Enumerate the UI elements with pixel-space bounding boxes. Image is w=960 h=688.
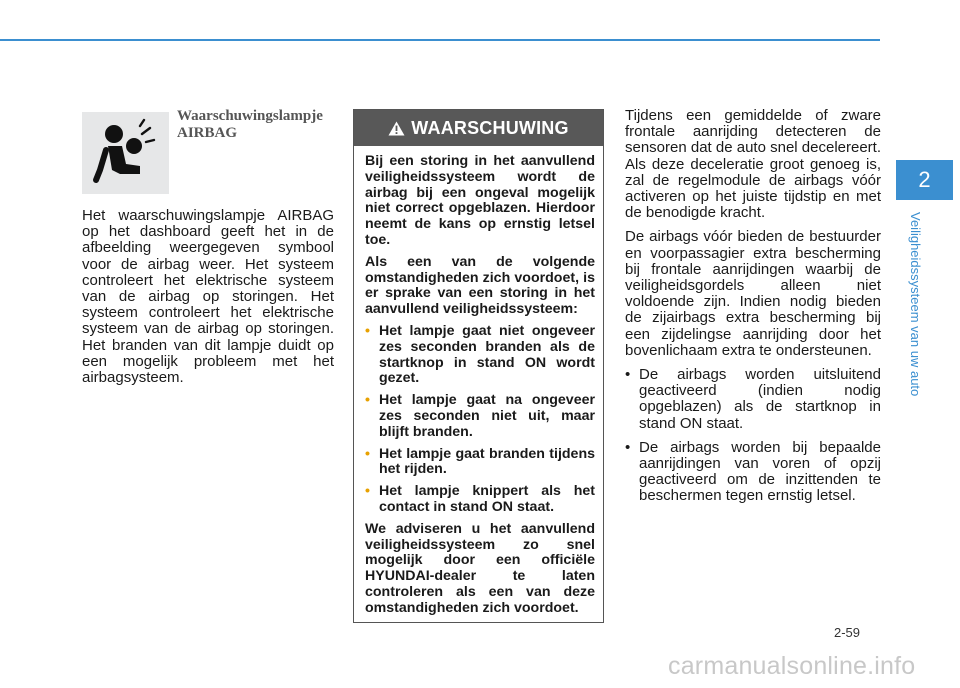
list-item <box>365 324 595 387</box>
list-item-text: De airbags worden bij bepaalde aanrijdingen van voren of opzij geactiveerd om de inzittenden te beschermen tegen ernstig letsel. <box>639 438 881 505</box>
warning-body <box>354 146 603 617</box>
warning-list <box>365 324 595 516</box>
list-item <box>365 447 595 479</box>
top-rule <box>0 39 880 41</box>
bullet-icon: • <box>365 483 370 500</box>
warning-title: WAARSCHUWING <box>411 117 569 138</box>
list-item <box>365 393 595 440</box>
list-item-text: Het lampje knippert als het contact in stand ON staat. <box>379 483 595 515</box>
page-number: 2-59 <box>834 625 861 640</box>
list-item-text: Het lampje gaat niet ongeveer zes seconden branden als de startknop in stand ON wordt gezet. <box>379 322 595 387</box>
list-item-text: Het lampje gaat na ongeveer zes seconden niet uit, maar blijft branden. <box>379 392 595 440</box>
watermark: carmanualsonline.info <box>668 652 916 680</box>
warning-para-3: We adviseren u het aanvullend veiligheidssysteem zo snel mogelijk door een officiële HYUNDAI-dealer te laten controleren als een van deze omstandigheden zich voordoet. <box>365 520 595 616</box>
bullet-icon: • <box>625 438 631 456</box>
warning-para-2: Als een van de volgende omstandigheden zich voordoet, is er sprake van een storing in het aanvullend veiligheidssysteem: <box>365 253 595 318</box>
warning-header <box>354 110 603 146</box>
airbag-warning-icon <box>82 112 169 194</box>
bullet-icon: • <box>365 445 370 462</box>
right-para-1: Tijdens een gemiddelde of zware frontale aanrijding detecteren de sensoren dat de auto snel decelereert. Als deze deceleratie groot genoeg is, zal de regelmodule de airbags vóór activeren op het juiste tijdstip en met de benodigde kracht. <box>625 107 882 222</box>
list-item <box>365 484 595 516</box>
section-body: Het waarschuwingslampje AIRBAG op het dashboard geeft het in de afbeelding weergegeven symbool voor de airbag weer. Het systeem controleert het elektrische systeem van de airbag op storingen. Het systeem controleert het elektrische systeem van de airbag op storingen. Het branden van dit lampje duidt op een mogelijk probleem met het airbagsysteem. <box>82 207 334 387</box>
right-list <box>625 367 881 505</box>
list-item-text: De airbags worden uitsluitend geactiveerd (indien nodig opgeblazen) als de startknop in stand ON staat. <box>639 366 881 432</box>
chapter-title: Veiligheidssysteem van uw auto <box>908 212 923 397</box>
list-item-text: Het lampje gaat branden tijdens het rijden. <box>379 445 595 478</box>
right-para-2: De airbags vóór bieden de bestuurder en voorpassagier extra bescherming bij frontale aanrijdingen waarbij de veiligheidsgordels alleen niet voldoende zijn. Indien nodig bieden de zijairbags extra bescherming bij een zijdelingse aanrijding door het bovenlichaam extra te ondersteunen. <box>625 228 881 359</box>
bullet-icon: • <box>625 366 631 384</box>
warning-box <box>353 109 604 623</box>
list-item <box>625 367 881 432</box>
list-item <box>625 440 881 505</box>
chapter-tab: 2 <box>896 160 953 200</box>
warning-para-1: Bij een storing in het aanvullend veiligheidssysteem wordt de airbag bij een ongeval mogelijk niet correct opgeblazen. Hierdoor neemt de kans op ernstig letsel toe. <box>365 153 595 248</box>
bullet-icon: • <box>365 322 370 339</box>
bullet-icon: • <box>365 392 370 409</box>
right-column <box>625 108 881 513</box>
section-heading: Waarschuwingslampje AIRBAG <box>177 108 323 141</box>
warning-triangle-icon <box>388 121 405 136</box>
